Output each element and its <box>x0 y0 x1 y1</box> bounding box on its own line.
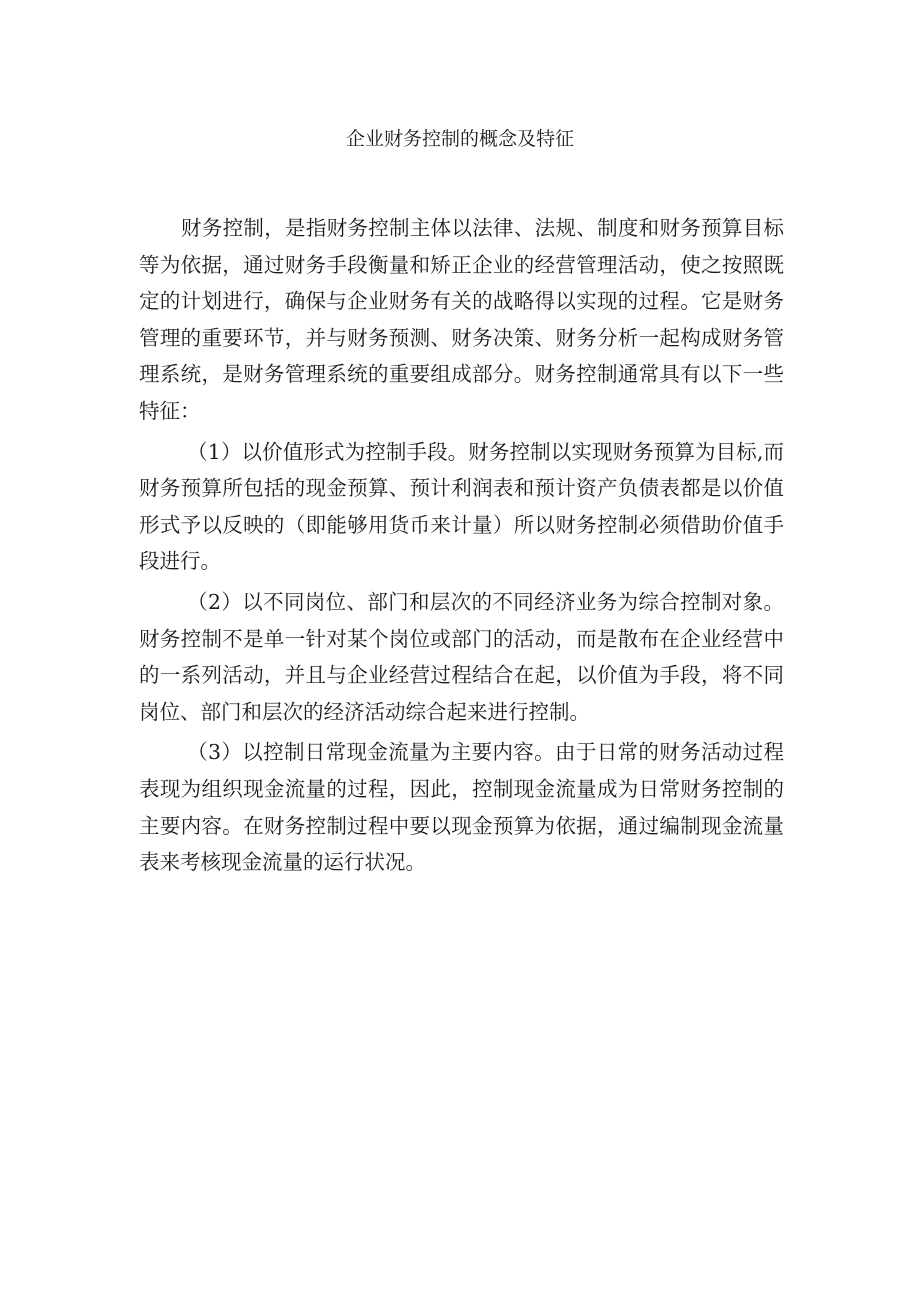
feature-paragraph-2: （2）以不同岗位、部门和层次的不同经济业务为综合控制对象。财务控制不是单一针对某个岗位或部门的活动，而是散布在企业经营中的一系列活动，并且与企业经营过程结合在起，以价值为手段，将不同岗位、部门和层次的经济活动综合起来进行控制。 <box>139 589 784 724</box>
document-body <box>139 210 784 881</box>
feature-paragraph-3: （3）以控制日常现金流量为主要内容。由于日常的财务活动过程表现为组织现金流量的过程，因此，控制现金流量成为日常财务控制的主要内容。在财务控制过程中要以现金预算为依据，通过编制现金流量表来考核现金流量的运行状况。 <box>139 740 784 875</box>
intro-paragraph: 财务控制，是指财务控制主体以法律、法规、制度和财务预算目标等为依据，通过财务手段衡量和矫正企业的经营管理活动，使之按照既定的计划进行，确保与企业财务有关的战略得以实现的过程。它是财务管理的重要环节，并与财务预测、财务决策、财务分析一起构成财务管理系统，是财务管理系统的重要组成部分。财务控制通常具有以下一些特征： <box>139 216 784 423</box>
document-title: 企业财务控制的概念及特征 <box>345 128 574 150</box>
feature-paragraph-1: （1）以价值形式为控制手段。财务控制以实现财务预算为目标,而财务预算所包括的现金预算、预计利润表和预计资产负债表都是以价值形式予以反映的（即能够用货币来计量）所以财务控制必须借助价值手段进行。 <box>139 439 784 574</box>
